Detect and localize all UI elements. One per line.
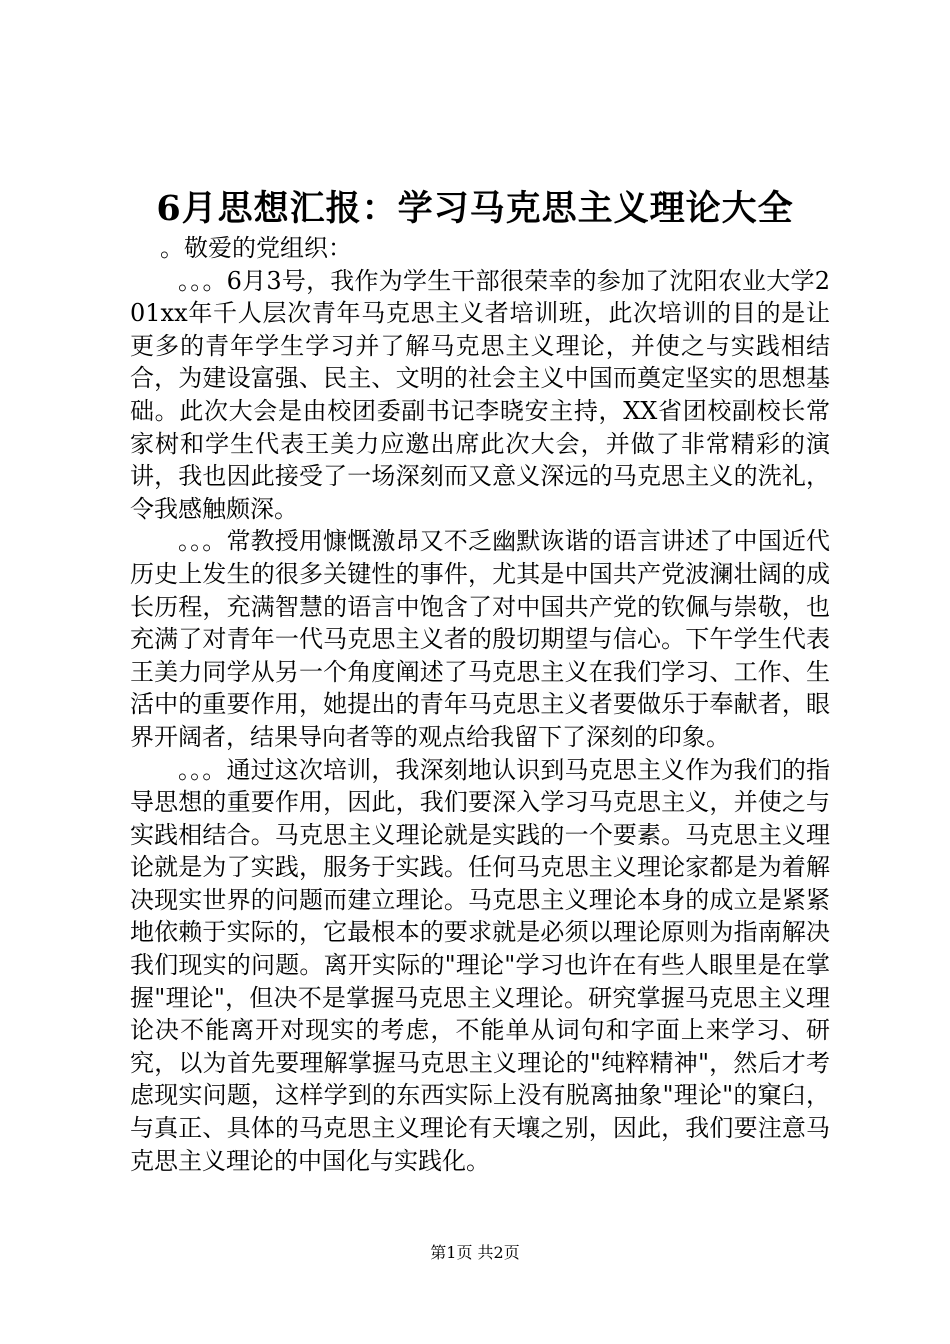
paragraph-1: 。。。6月3号，我作为学生干部很荣幸的参加了沈阳农业大学201xx年千人层次青年马克思主义者培训班，此次培训的目的是让更多的青年学生学习并了解马克思主义理论，并使之与实践相结合，为建设富强、民主、文明的社会主义中国而奠定坚实的思想基础。此次大会是由校团委副书记李晓安主持，XX省团校副校长常家树和学生代表王美力应邀出席此次大会，并做了非常精彩的演讲，我也因此接受了一场深刻而又意义深远的马克思主义的洗礼，令我感触颇深。 bbox=[130, 266, 830, 523]
page-number-footer: 第1页 共2页 bbox=[430, 1243, 520, 1262]
document-title: 6月思想汇报：学习马克思主义理论大全 bbox=[156, 188, 794, 229]
paragraph-2: 。。。常教授用慷慨激昂又不乏幽默诙谐的语言讲述了中国近代历史上发生的很多关键性的事件，尤其是中国共产党波澜壮阔的成长历程，充满智慧的语言中饱含了对中国共产党的钦佩与崇敬，也充满了对青年一代马克思主义者的殷切期望与信心。下午学生代表王美力同学从另一个角度阐述了马克思主义在我们学习、工作、生活中的重要作用，她提出的青年马克思主义者要做乐于奉献者，眼界开阔者，结果导向者等的观点给我留下了深刻的印象。 bbox=[130, 527, 830, 751]
paragraph-3: 。。。通过这次培训，我深刻地认识到马克思主义作为我们的指导思想的重要作用，因此，我们要深入学习马克思主义，并使之与实践相结合。马克思主义理论就是实践的一个要素。马克思主义理论就是为了实践，服务于实践。任何马克思主义理论家都是为着解决现实世界的问题而建立理论。马克思主义理论本身的成立是紧紧地依赖于实际的，它最根本的要求就是必须以理论原则为指南解决我们现实的问题。离开实际的"理论"学习也许在有些人眼里是在掌握"理论"，但决不是掌握马克思主义理论。研究掌握马克思主义理论决不能离开对现实的考虑，不能单从词句和字面上来学习、研究，以为首先要理解掌握马克思主义理论的"纯粹精神"，然后才考虑现实问题，这样学到的东西实际上没有脱离抽象"理论"的窠臼，与真正、具体的马克思主义理论有天壤之别，因此，我们要注意马克思主义理论的中国化与实践化。 bbox=[130, 755, 830, 1175]
document-body bbox=[130, 232, 830, 1177]
salutation: 。敬爱的党组织： bbox=[160, 234, 352, 262]
